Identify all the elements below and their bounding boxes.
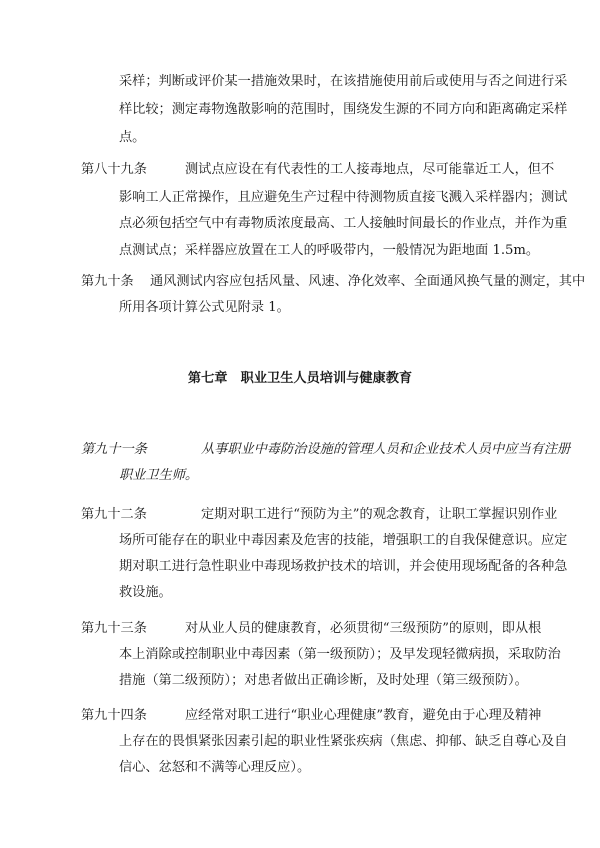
- article-line: 场所可能存在的职业中毒因素及危害的技能，增强职工的自我保健意识。应定: [119, 533, 568, 548]
- article-line: 措施（第二级预防）；对患者做出正确诊断，及时处理（第三级预防）。: [119, 673, 528, 688]
- article-line: 测试点应设在有代表性的工人接毒地点，尽可能靠近工人，但不: [185, 162, 555, 177]
- article-line: 定期对职工进行“预防为主”的观念教育，让职工掌握识别作业: [201, 507, 558, 522]
- article-line: 职业卫生师。: [119, 468, 199, 483]
- article-line: 上存在的畏惧紧张因素引起的职业性紧张疾病（焦虑、抑郁、缺乏自尊心及自: [119, 734, 568, 749]
- article-line: 点测试点；采样器应放置在工人的呼吸带内，一般情况为距地面 1.5m。: [119, 243, 540, 258]
- intro-line: 点。: [119, 130, 146, 145]
- article-number: 第九十二条: [81, 507, 147, 522]
- article-line: 应经常对职工进行“职业心理健康”教育，避免由于心理及精神: [185, 708, 542, 723]
- article-line: 对从业人员的健康教育，必须贯彻“三级预防”的原则，即从根: [185, 621, 542, 636]
- article-number: 第九十一条: [81, 442, 147, 457]
- article-line: 点必须包括空气中有毒物质浓度最高、工人接触时间最长的作业点，并作为重: [119, 216, 568, 231]
- article-line: 所用各项计算公式见附录 1。: [119, 300, 290, 315]
- article-line: 通风测试内容应包括风量、风速、净化效率、全面通风换气量的测定，其中: [150, 274, 586, 289]
- article-line: 救设施。: [119, 585, 172, 600]
- article-number: 第九十三条: [81, 621, 147, 636]
- article-number: 第八十九条: [81, 162, 147, 177]
- article-line: 期对职工进行急性职业中毒现场救护技术的培训，并会使用现场配备的各种急: [119, 559, 568, 574]
- article-line: 信心、忿怒和不满等心理反应）。: [119, 760, 311, 775]
- article-line: 从事职业中毒防治设施的管理人员和企业技术人员中应当有注册: [201, 442, 571, 457]
- article-number: 第九十四条: [81, 708, 147, 723]
- article-number: 第九十条: [81, 274, 134, 289]
- article-line: 影响工人正常操作，且应避免生产过程中待测物质直接飞溅入采样器内；测试: [119, 190, 568, 205]
- intro-line: 采样；判断或评价某一措施效果时，在该措施使用前后或使用与否之间进行采: [119, 74, 568, 89]
- intro-line: 样比较；测定毒物逸散影响的范围时，围绕发生源的不同方向和距离确定采样: [119, 102, 568, 117]
- article-line: 本上消除或控制职业中毒因素（第一级预防）；及早发现轻微病损，采取防治: [119, 647, 561, 662]
- chapter-title: 第七章 职业卫生人员培训与健康教育: [187, 371, 413, 386]
